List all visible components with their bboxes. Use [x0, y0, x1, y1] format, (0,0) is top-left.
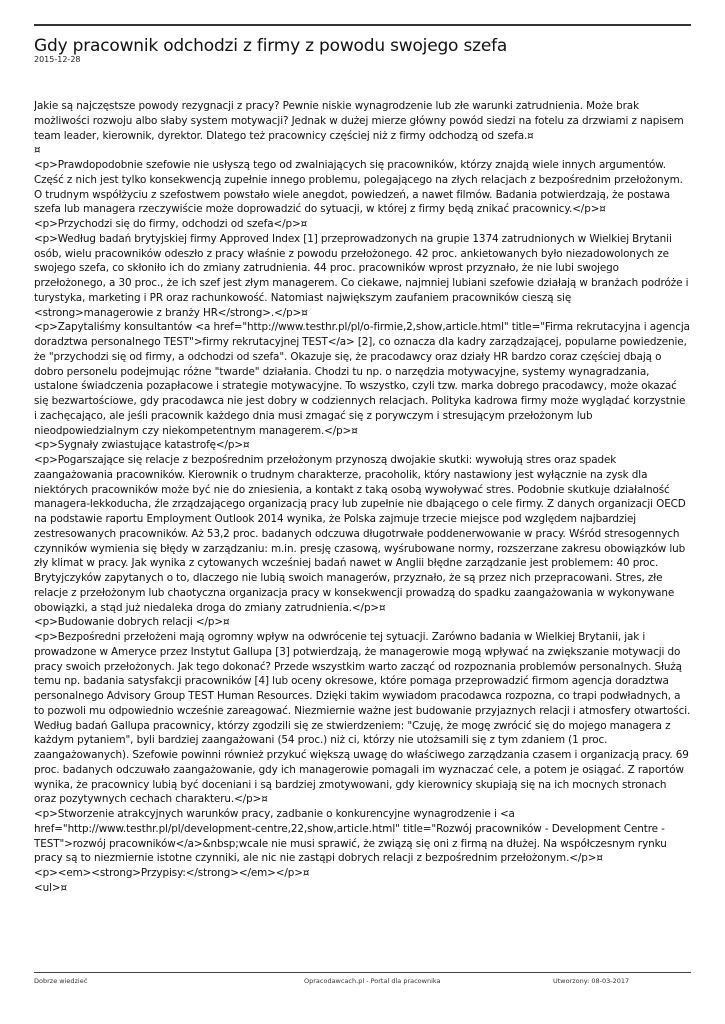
article-date: 2015-12-28 — [34, 55, 81, 64]
section-heading: <p>Sygnały zwiastujące katastrofę</p>¤ — [34, 439, 250, 452]
paragraph: <p>Zapytaliśmy konsultantów <a href="http://www.testhr.pl/pl/o-firmie,2,show,article.html" title="Firma rekrutacyjna i agencja doradztwa personalnego TEST">firmy rekrutacyjnej TEST</a> [2], co oznacza dla kadry zarządzającej, popularne powiedzenie, że "przychodzi się od firmy, a odchodzi od szefa". Okazuje się, że pracodawcy oraz działy HR bardzo coraz częściej dbają o dobro personelu podejmując różne "twarde" działania. Chodzi tu np. o narzędzia motywacyjne, systemy wynagradzania, ustalone świadczenia pozapłacowe i strategie motywacyjne. To wszystko, czyli tzw. marka dobrego pracodawcy, może okazać się bezwartościowe, gdy pracodawca nie jest dobry w codziennych relacjach. Polityka kadrowa firmy może wyglądać korzystnie i zachęcająco, ale jeśli pracownik każdego dnia musi zmagać się z porywczym i stresującym przełożonym lub nieodpowiedzialnym czy niekompetentnym managerem.</p>¤ — [34, 321, 690, 437]
section-heading: <p>Przychodzi się do firmy, odchodzi od szefa</p>¤ — [34, 218, 308, 230]
paragraph-separator: ¤ — [34, 144, 41, 157]
article-body — [34, 99, 691, 969]
paragraph-intro: Jakie są najczęstsze powody rezygnacji z pracy? Pewnie niskie wynagrodzenie lub złe warunki zatrudnienia. Może brak możliwości rozwoju albo słaby system motywacji? Jednak w dużej mierze główny powód siedzi na fotelu za drzwiami z napisem team leader, kierownik, dyrektor. Dlatego też pracownicy częściej niż z firmy odchodzą od szefa.¤ — [34, 100, 684, 142]
paragraph: <p>Stworzenie atrakcyjnych warunków pracy, zadbanie o konkurencyjne wynagrodzenie i <a href="http://www.testhr.pl/pl/development-centre,22,show,article.html" title="Rozwój pracowników - Development Centre - TEST">rozwój pracowników</a>&nbsp;wcale nie musi sprawić, że związą się oni z firmą na dłużej. Na współczesnym rynku pracy są to niezmiernie istotne czynniki, ale nic nie zastąpi dobrych relacji z bezpośrednim przełożonym.</p>¤ — [34, 808, 667, 865]
top-rule — [34, 24, 691, 26]
paragraph: <p>Pogarszające się relacje z bezpośrednim przełożonym przynoszą dwojakie skutki: wywołują stres oraz spadek zaangażowania pracowników. Kierownik o trudnym charakterze, pracoholik, który nastawiony jest wyłącznie na zysk dla niektórych pracowników może być nie do zniesienia, a kontakt z taką osobą wywoływać stres. Podobnie skutkuje działalność managera-lekkoducha, źle zrządzającego organizacją pracy lub zupełnie nie dbającego o cele firmy. Z danych organizacji OECD na podstawie raportu Employment Outlook 2014 wynika, że Polska zajmuje trzecie miejsce pod względem najbardziej zestresowanych pracowników. Aż 53,2 proc. badanych odczuwa długotrwałe poddenerwowanie w pracy. Wśród stresogennych czynników wymienia się błędy w zarządzaniu: m.in. presję czasową, wyśrubowane normy, rozszerzane zakresu obowiązków lub zły klimat w pracy. Jak wynika z cytowanych wcześniej badań nawet w Anglii błędne zarządzanie jest problemem: 40 proc. Brytyjczyków zapytanych o to, dlaczego nie lubią swoich managerów, przyznało, że są przez nich przepracowani. Stres, złe relacje z przełożonym lub chaotyczna organizacja pracy w konsekwencji prowadzą do spadku zaangażowania w wykonywane obowiązki, a stąd już niedaleka droga do zmiany zatrudnienia.</p>¤ — [34, 454, 686, 614]
list-open-tag: <ul>¤ — [34, 881, 67, 894]
footnotes-heading: <p><em><strong>Przypisy:</strong></em></p>¤ — [34, 867, 310, 879]
footer-created-date: Utworzony: 08-03-2017 — [553, 977, 630, 985]
footer-portal: Opracodawcach.pl - Portal dla pracownika — [304, 977, 441, 985]
paragraph: <p>Bezpośredni przełożeni mają ogromny wpływ na odwrócenie tej sytuacji. Zarówno badania w Wielkiej Brytanii, jak i prowadzone w Ameryce przez Instytut Gallupa [3] potwierdzają, że managerowie mogą wpływać na zwiększanie motywacji do pracy swoich przełożonych. Jak tego dokonać? Przede wszystkim warto zacząć od rozpoznania problemów personalnych. Służą temu np. badania satysfakcji pracowników [4] lub oceny okresowe, które pomaga przeprowadzić firmom agencja doradztwa personalnego Advisory Group TEST Human Resources. Dzięki takim wywiadom pracodawca rozpozna, co trapi podwładnych, a to pozwoli mu odpowiednio wcześnie zareagować. Niezmiernie ważne jest budowanie przyjaznych relacji i atmosfery otwartości. Według badań Gallupa pracownicy, którzy zgodzili się ze stwierdzeniem: "Czuję, że mogę zwrócić się do mojego managera z każdym pytaniem", byli bardziej zaangażowani (54 proc.) niż ci, którzy nie utożsamili się z tym zdaniem (1 proc. zaangażowanych). Szefowie powinni również przykuć większą uwagę do właściwego zarządzania czasem i organizacją pracy. 69 proc. badanych odczuwało zaangażowanie, gdy ich managerowie pomagali im wyznaczać cele, a potem je osiągać. Z raportów wynika, że pracownicy lubią być doceniani i są bardziej zmotywowani, gdy kierownicy skupiają się na ich mocnych stronach oraz pozytywnych cechach charakteru.</p>¤ — [34, 631, 691, 806]
paragraph: <p>Prawdopodobnie szefowie nie usłyszą tego od zwalniających się pracowników, którzy znajdą wiele innych argumentów. Część z nich jest tylko konsekwencją zupełnie innego problemu, polegającego na złych relacjach z bezpośrednim przełożonym. O trudnym współżyciu z szefostwem powstało wiele anegdot, powiedzeń, a nawet filmów. Badania potwierdzają, że postawa szefa lub managera rzeczywiście może doprowadzić do sytuacji, w której z firmy będą znikać pracownicy.</p>¤ — [34, 159, 683, 216]
paragraph: <p>Według badań brytyjskiej firmy Approved Index [1] przeprowadzonych na grupie 1374 zatrudnionych w Wielkiej Brytanii osób, wielu pracowników odeszło z pracy właśnie z powodu przełożonego. 42 proc. ankietowanych było niezadowolonych ze swojego szefa, co skłoniło ich do zmiany zatrudnienia. 44 proc. pracowników wprost przyznało, że nie lubi swojego przełożonego, a 30 proc., że ich szef jest złym managerem. Co ciekawe, najmniej lubiani szefowie działają w branżach podróże i turystyka, marketing i PR oraz rachunkowość. Natomiast największym zaufaniem pracowników cieszą się <strong>managerowie z branży HR</strong>.</p>¤ — [34, 232, 689, 319]
article-title: Gdy pracownik odchodzi z firmy z powodu swojego szefa — [34, 36, 508, 56]
footer-rule — [34, 972, 691, 973]
footer-category: Dobrze wiedzieć — [34, 977, 88, 985]
section-heading: <p>Budowanie dobrych relacji </p>¤ — [34, 616, 230, 629]
